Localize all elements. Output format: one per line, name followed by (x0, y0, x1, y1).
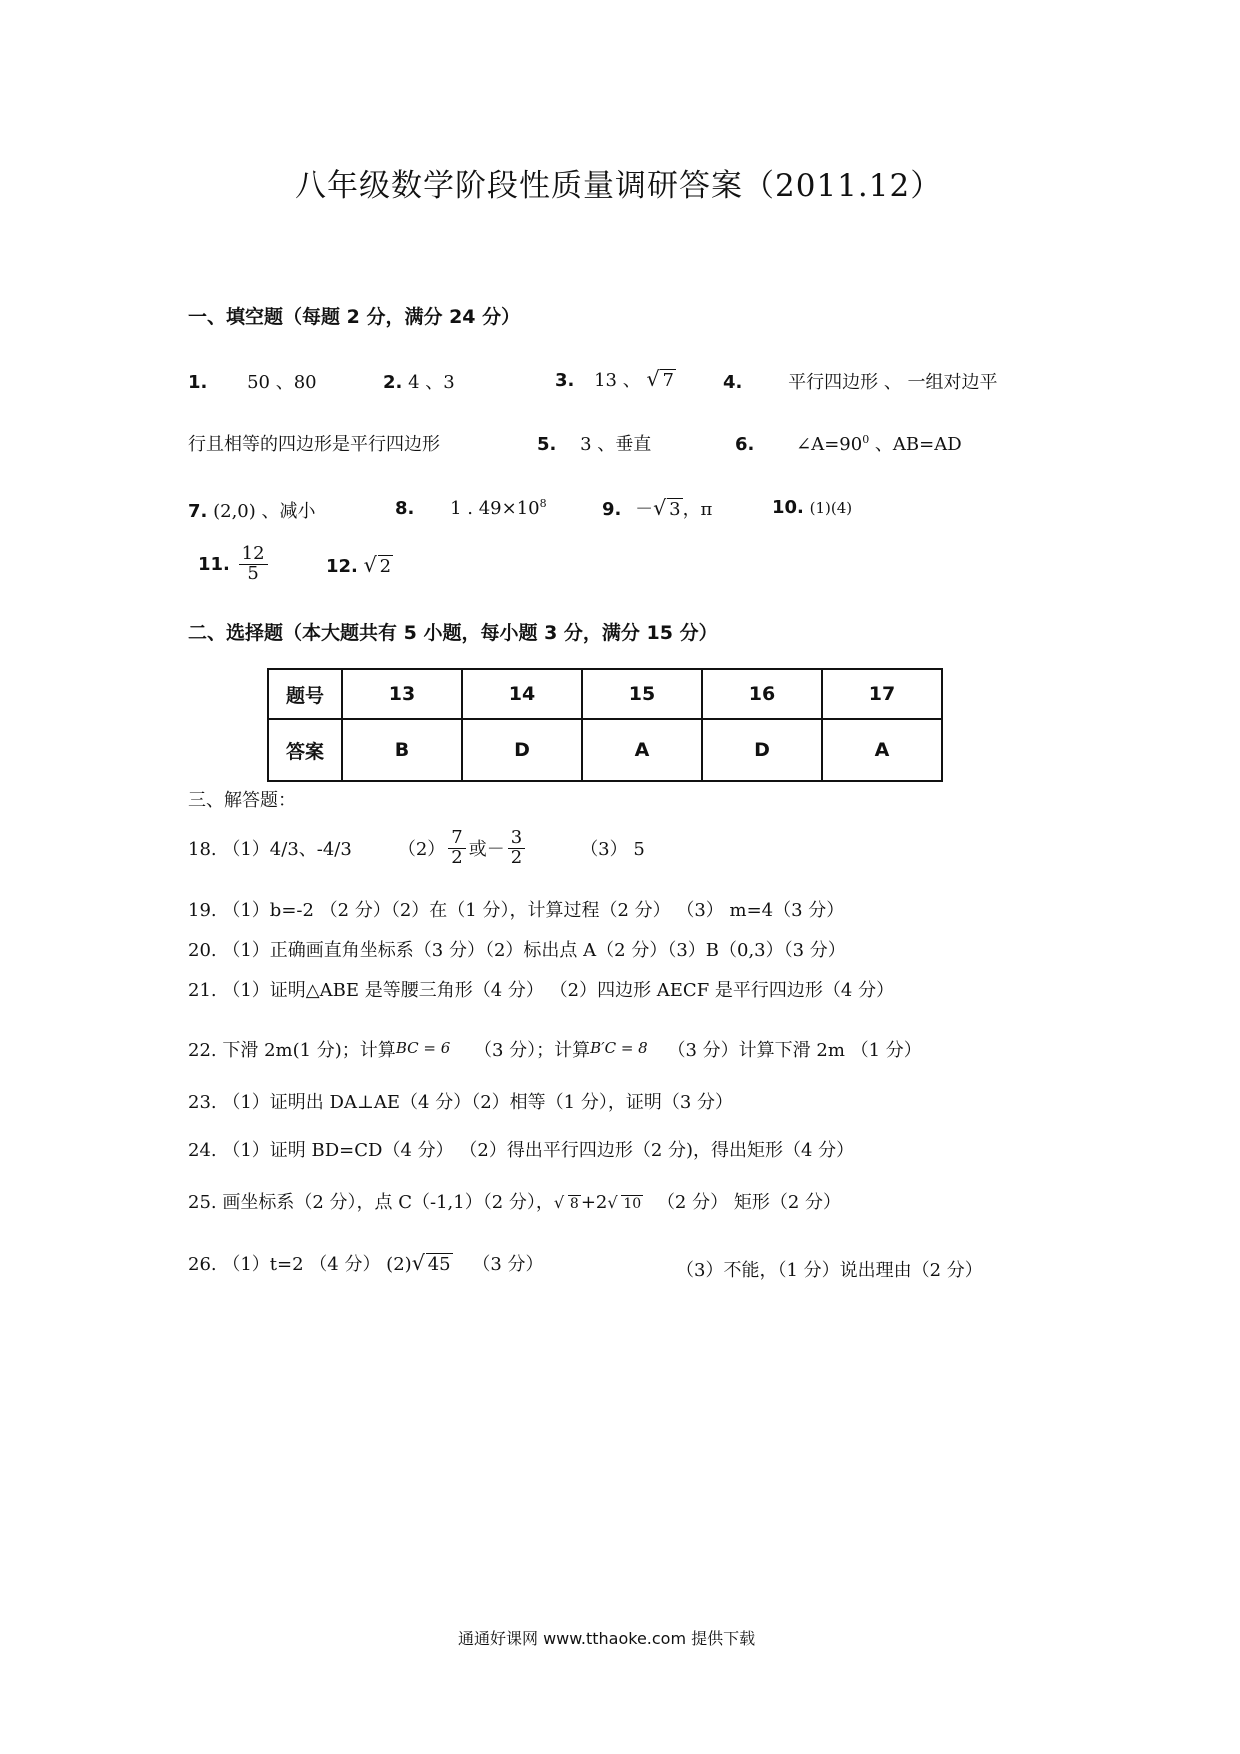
q7-number: 7. (188, 501, 208, 522)
q22 (188, 1036, 922, 1062)
q18-f1-denominator: 2 (451, 846, 463, 868)
section2-heading: 二、选择题（本大题共有 5 小题，每小题 3 分，满分 15 分） (188, 622, 718, 644)
q3-sqrt: √ 7 (646, 367, 674, 391)
q4 (723, 368, 998, 394)
q11 (198, 545, 271, 584)
q12-sqrt: √ 2 (363, 553, 392, 577)
table-cell-answer: B (342, 719, 462, 781)
page-title: 八年级数学阶段性质量调研答案（2011.12） (295, 168, 943, 204)
q26-sqrt: √ 45 (411, 1251, 451, 1275)
q4-answer-a: 平行四边形 、 一组对边平 (788, 372, 998, 393)
table-cell-answer: D (462, 719, 582, 781)
table-cell-number: 14 (462, 669, 582, 719)
q8 (395, 497, 547, 519)
table-cell-answer: A (582, 719, 702, 781)
table-row-numbers (268, 669, 942, 719)
q2-number: 2. (383, 372, 403, 393)
q9-rest: ，π (682, 499, 713, 520)
q10-number: 10. (772, 497, 804, 518)
q18-part3: （3） 5 (580, 839, 645, 860)
q22-part2: （3 分）；计算 (473, 1040, 591, 1061)
q12-root: 2 (379, 556, 392, 577)
q11-numerator: 12 (239, 545, 268, 565)
q26-part2: （3 分） (472, 1254, 544, 1275)
footer-credit: 通通好课网 www.tthaoke.com 提供下载 (458, 1629, 756, 1648)
q25-root-2: 10 (623, 1196, 642, 1212)
table-label-answer: 答案 (268, 719, 342, 781)
q19: 19. （1）b=-2 （2 分）（2）在（1 分），计算过程（2 分） （3） m=4（3 分） (188, 900, 845, 921)
q25-sqrt-1: √ 8 (553, 1193, 579, 1212)
q9-root: 3 (669, 499, 681, 520)
q6-answer-b: 、AB=AD (869, 434, 962, 455)
q18 (188, 820, 645, 876)
q8-answer: 1 . 49×10 (450, 498, 540, 519)
q25-part2: （2 分） 矩形（2 分） (656, 1192, 842, 1213)
q6-number: 6. (735, 434, 755, 455)
q11-denominator: 5 (247, 562, 259, 584)
q4-number: 4. (723, 372, 743, 393)
table-row-answers (268, 719, 942, 781)
q22-part1: 22. 下滑 2m(1 分)；计算 (188, 1040, 396, 1061)
q3 (555, 366, 676, 392)
q9-number: 9. (602, 499, 622, 520)
q26-part1: 26. （1）t=2 （4 分） (2) (188, 1254, 412, 1275)
q22-formula-1: BC = 6 (395, 1039, 451, 1057)
q18-part2-label: （2） (397, 839, 446, 860)
table-cell-number: 13 (342, 669, 462, 719)
q7-answer: (2,0) 、减小 (213, 501, 316, 522)
q11-number: 11. (198, 553, 230, 575)
q6 (735, 430, 962, 456)
table-cell-answer: D (702, 719, 822, 781)
q4-continued: 行且相等的四边形是平行四边形 (188, 434, 440, 455)
q8-exponent: 8 (539, 497, 547, 510)
q25-root-1: 8 (569, 1196, 579, 1212)
q18-part1: 18. （1）4/3、-4/3 (188, 839, 352, 860)
q6-answer-a: ∠A=90 (796, 434, 863, 455)
table-cell-number: 17 (822, 669, 942, 719)
q7 (188, 497, 316, 523)
q12-number: 12. (326, 556, 358, 577)
q3-answer: 13 、 (594, 370, 641, 391)
table-cell-number: 15 (582, 669, 702, 719)
q22-formula-2: B′C = 8 (590, 1039, 648, 1057)
q18-f1-numerator: 7 (448, 829, 465, 849)
q6-degree: 0 (862, 433, 870, 446)
q9-sqrt: √ 3 (653, 496, 681, 520)
q18-or: 或－ (468, 839, 505, 860)
q5-number: 5. (537, 434, 557, 455)
q2 (383, 368, 455, 394)
q10-answer: (1)(4) (809, 499, 853, 517)
q22-part3: （3 分）计算下滑 2m （1 分） (667, 1040, 922, 1061)
q18-f2-denominator: 2 (510, 846, 523, 868)
q2-answer: 4 、3 (408, 372, 455, 393)
q1-answer: 50 、80 (247, 372, 317, 393)
q9 (602, 495, 712, 521)
table-cell-number: 16 (702, 669, 822, 719)
q23: 23. （1）证明出 DA⊥AE（4 分）（2）相等（1 分），证明（3 分） (188, 1092, 733, 1113)
q26-part3: （3）不能，（1 分）说出理由（2 分） (676, 1260, 983, 1281)
q10 (772, 497, 852, 518)
section3-heading: 三、解答题： (188, 790, 296, 811)
q20: 20. （1）正确画直角坐标系（3 分）（2）标出点 A（2 分）（3）B（0,3）（3 分） (188, 940, 846, 961)
q25-part1: 25. 画坐标系（2 分），点 C（-1,1）（2 分）， (188, 1192, 554, 1213)
q5 (537, 430, 651, 456)
table-cell-answer: A (822, 719, 942, 781)
q25 (188, 1188, 841, 1214)
q21: 21. （1）证明△ABE 是等腰三角形（4 分） （2）四边形 AECF 是平行四边形（4 分） (188, 980, 895, 1001)
q8-number: 8. (395, 498, 415, 519)
q25-plus: +2 (580, 1192, 608, 1213)
q26 (188, 1250, 544, 1276)
q26-root: 45 (427, 1254, 451, 1275)
q11-fraction (239, 545, 268, 584)
q3-number: 3. (555, 370, 575, 391)
q18-f2-numerator: 3 (508, 829, 525, 849)
q5-answer: 3 、垂直 (580, 434, 652, 455)
q1 (188, 368, 317, 394)
section1-heading: 一、填空题（每题 2 分，满分 24 分） (188, 306, 521, 328)
q12 (326, 553, 393, 577)
table-label-number: 题号 (268, 669, 342, 719)
q9-neg: － (635, 499, 654, 520)
q25-sqrt-2: √ 10 (607, 1193, 642, 1212)
q18-fraction-1 (448, 826, 465, 868)
answer-table (267, 668, 943, 782)
q3-root: 7 (662, 370, 674, 391)
q18-fraction-2 (508, 826, 525, 868)
q24: 24. （1）证明 BD=CD（4 分） （2）得出平行四边形（2 分)，得出矩形（4 分） (188, 1140, 855, 1161)
q1-number: 1. (188, 372, 208, 393)
